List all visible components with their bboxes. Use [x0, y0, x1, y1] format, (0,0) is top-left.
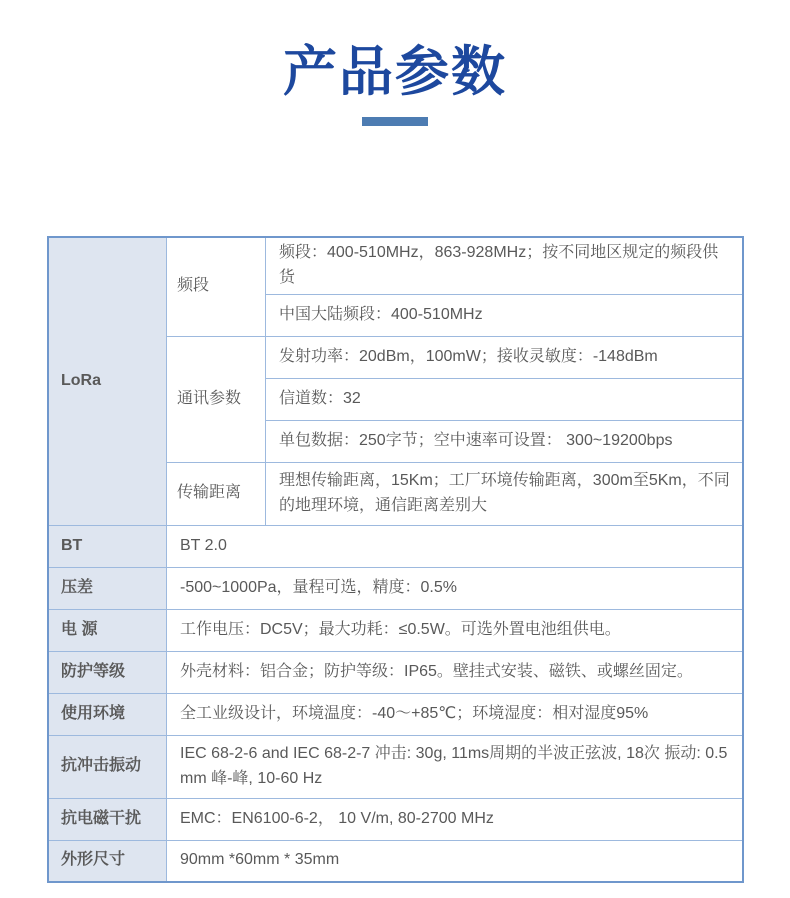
title-underline [362, 117, 428, 126]
table-row [48, 609, 743, 651]
spec-value-freq-band-2: 中国大陆频段：400-510MHz [266, 294, 744, 336]
spec-value-protection: 外壳材料：铝合金；防护等级：IP65。壁挂式安装、磁铁、或螺丝固定。 [167, 651, 744, 693]
table-row [48, 693, 743, 735]
spec-table [47, 236, 744, 883]
spec-table-container [47, 236, 744, 883]
spec-value-freq-band-1: 频段：400-510MHz，863-928MHz；按不同地区规定的频段供货 [266, 237, 744, 294]
spec-value-packet-data: 单包数据：250字节；空中速率可设置： 300~19200bps [266, 420, 744, 462]
spec-label-emc: 抗电磁干扰 [48, 798, 167, 840]
table-row [48, 840, 743, 882]
table-row [48, 798, 743, 840]
spec-value-power: 工作电压：DC5V；最大功耗：≤0.5W。可选外置电池组供电。 [167, 609, 744, 651]
spec-value-tx-distance: 理想传输距离，15Km；工厂环境传输距离，300m至5Km，不同的地理环境，通信距离差别大 [266, 462, 744, 525]
spec-sublabel-comm-params: 通讯参数 [167, 336, 266, 462]
spec-value-bt: BT 2.0 [167, 525, 744, 567]
page-title: 产品参数 [283, 42, 507, 102]
spec-value-channels: 信道数：32 [266, 378, 744, 420]
table-row [48, 651, 743, 693]
table-row [48, 567, 743, 609]
spec-label-environment: 使用环境 [48, 693, 167, 735]
spec-label-pressure: 压差 [48, 567, 167, 609]
spec-label-bt: BT [48, 525, 167, 567]
spec-label-dimensions: 外形尺寸 [48, 840, 167, 882]
spec-sublabel-tx-distance: 传输距离 [167, 462, 266, 525]
spec-value-dimensions: 90mm *60mm * 35mm [167, 840, 744, 882]
spec-value-shock-vibration: IEC 68-2-6 and IEC 68-2-7 冲击: 30g, 11ms周期的半波正弦波, 18次 振动: 0.5 mm 峰-峰, 10-60 Hz [167, 735, 744, 798]
spec-value-emc: EMC：EN6100-6-2， 10 V/m, 80-2700 MHz [167, 798, 744, 840]
table-row [48, 525, 743, 567]
spec-label-lora: LoRa [48, 237, 167, 525]
spec-sublabel-freq-band: 频段 [167, 237, 266, 336]
spec-label-shock-vibration: 抗冲击振动 [48, 735, 167, 798]
title-block [0, 44, 790, 126]
table-row [48, 237, 743, 294]
table-row [48, 735, 743, 798]
spec-value-tx-power: 发射功率：20dBm，100mW；接收灵敏度：-148dBm [266, 336, 744, 378]
spec-label-protection: 防护等级 [48, 651, 167, 693]
spec-value-environment: 全工业级设计，环境温度：-40～+85℃；环境湿度：相对湿度95% [167, 693, 744, 735]
spec-value-pressure: -500~1000Pa，量程可选，精度：0.5% [167, 567, 744, 609]
spec-label-power: 电 源 [48, 609, 167, 651]
